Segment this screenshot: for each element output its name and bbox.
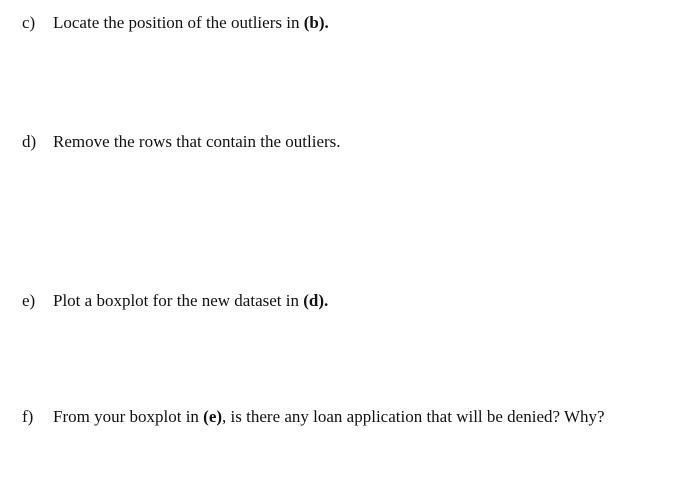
question-text (53, 12, 329, 34)
question-label: e) (22, 291, 36, 310)
question-c (22, 12, 329, 34)
question-text-main: Plot a boxplot for the new dataset in (53, 291, 304, 310)
question-d (22, 131, 341, 153)
question-text-tail: , is there any loan application that will be denied? Why? (222, 407, 605, 426)
question-label: c) (22, 13, 36, 32)
question-text-main: From your boxplot in (53, 407, 204, 426)
question-reference: (d). (303, 291, 329, 310)
question-reference: (b). (303, 13, 329, 32)
question-text-main: Locate the position of the outliers in (53, 13, 304, 32)
question-text-main: Remove the rows that contain the outliers. (53, 132, 341, 151)
question-f (22, 406, 605, 428)
question-e (22, 290, 328, 312)
question-reference: (e) (203, 407, 223, 426)
question-label: d) (22, 132, 37, 151)
question-text (53, 131, 341, 153)
question-text (53, 406, 605, 428)
question-text (53, 290, 328, 312)
question-label: f) (22, 407, 34, 426)
